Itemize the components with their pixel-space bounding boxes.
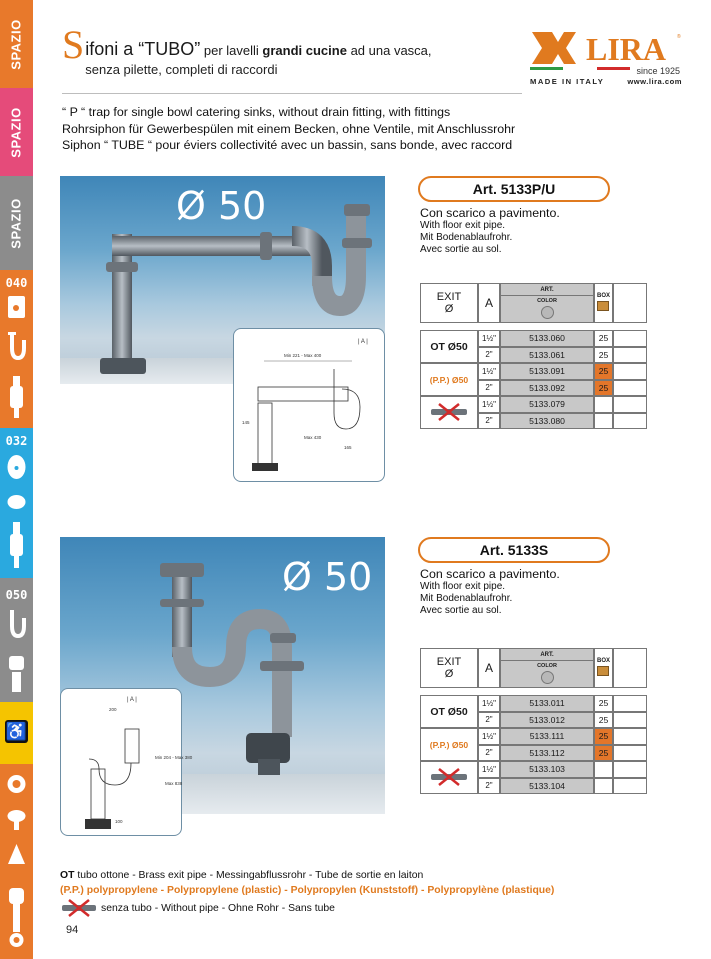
svg-text:Max 430: Max 430 xyxy=(304,435,322,440)
logo-url[interactable]: www.lira.com xyxy=(627,77,682,86)
drain-icon xyxy=(6,492,27,512)
row-box-qty: 25 xyxy=(598,698,609,709)
table-row-box xyxy=(594,330,613,347)
table-row-code xyxy=(500,347,594,364)
row-article-code: 5133.061 xyxy=(529,349,565,360)
product2-desc-de: Mit Bodenablaufrohr. xyxy=(420,593,513,604)
table-header-exit xyxy=(420,283,478,323)
product2-desc-it: Con scarico a pavimento. xyxy=(420,567,560,581)
row-a-value: 1½" xyxy=(482,333,496,343)
row-box-qty: 25 xyxy=(598,731,609,742)
bottle-trap-icon xyxy=(6,374,27,420)
side-tab-spazio-label-2: SPAZIO xyxy=(9,106,24,158)
row-box-qty: 25 xyxy=(598,366,609,377)
table-row-blank xyxy=(613,363,647,380)
table-header-box xyxy=(594,648,613,688)
header-a: A xyxy=(484,296,493,310)
row-article-code: 5133.104 xyxy=(529,780,565,791)
logo-since: since 1925 xyxy=(636,66,680,76)
lira-logo-mark xyxy=(530,30,680,66)
table-header-blank xyxy=(613,283,647,323)
color-swatch-icon xyxy=(541,306,554,319)
table-row-box xyxy=(594,761,613,778)
table-row-box xyxy=(594,745,613,762)
side-tab-050-label: 050 xyxy=(5,588,28,602)
product2-drawing-svg xyxy=(61,689,193,835)
table-row-code xyxy=(500,695,594,712)
table-row-a xyxy=(478,363,500,380)
header-divider xyxy=(62,93,522,94)
row-a-value: 1½" xyxy=(482,698,496,708)
table-row-box xyxy=(594,347,613,364)
trap-icon xyxy=(6,652,27,696)
side-tab-spazio-label-1: SPAZIO xyxy=(9,18,24,70)
product2-desc-en: With floor exit pipe. xyxy=(420,581,506,592)
table-row-blank xyxy=(613,380,647,397)
table-row-code xyxy=(500,712,594,729)
lira-logo xyxy=(530,30,682,90)
row-article-code: 5133.112 xyxy=(529,747,565,758)
group-pp-label: (P.P.) Ø50 xyxy=(429,374,469,385)
svg-text:200: 200 xyxy=(109,707,117,712)
header-exit: EXIT xyxy=(436,656,462,668)
row-a-value: 2" xyxy=(485,715,493,725)
table-row-a xyxy=(478,413,500,430)
svg-text:Max 838: Max 838 xyxy=(165,781,183,786)
title-suffix-pre: per lavelli xyxy=(200,43,263,58)
row-a-value: 1½" xyxy=(482,366,496,376)
group-pp-label: (P.P.) Ø50 xyxy=(429,739,469,750)
side-tab-strip xyxy=(0,0,33,959)
siphon-icon xyxy=(6,330,27,366)
product1-desc-fr: Avec sortie au sol. xyxy=(420,244,502,255)
group-no-pipe xyxy=(420,396,478,429)
row-a-value: 2" xyxy=(485,781,493,791)
table-row-blank xyxy=(613,413,647,430)
table-row-box xyxy=(594,728,613,745)
wheelchair-icon: ♿ xyxy=(5,722,28,741)
table-row-box xyxy=(594,363,613,380)
product1-desc-en: With floor exit pipe. xyxy=(420,220,506,231)
table-row-a xyxy=(478,396,500,413)
product2-article-badge: Art. 5133S xyxy=(418,537,610,563)
row-a-value: 2" xyxy=(485,416,493,426)
row-a-value: 1½" xyxy=(482,399,496,409)
row-box-qty: 25 xyxy=(598,349,609,360)
row-article-code: 5133.079 xyxy=(529,399,565,410)
row-a-value: 1½" xyxy=(482,731,496,741)
group-no-pipe xyxy=(420,761,478,794)
table-row-code xyxy=(500,778,594,795)
side-tab-spazio-label-3: SPAZIO xyxy=(9,197,24,249)
row-box-qty: 25 xyxy=(598,747,609,758)
header-exit-diameter: Ø xyxy=(444,668,454,680)
product1-technical-drawing xyxy=(233,328,385,482)
group-pp xyxy=(420,728,478,761)
side-tab-040-label: 040 xyxy=(5,276,28,290)
row-article-code: 5133.103 xyxy=(529,764,565,775)
group-ot-label: OT Ø50 xyxy=(430,705,468,718)
header-art: ART. xyxy=(501,284,593,296)
header-box: BOX xyxy=(596,293,610,299)
row-box-qty: 25 xyxy=(598,333,609,344)
product2-technical-drawing xyxy=(60,688,193,836)
table-header-box xyxy=(594,283,613,323)
made-in-italy: MADE IN ITALY xyxy=(530,77,605,86)
svg-text:| A |: | A | xyxy=(127,697,137,703)
header-art: ART. xyxy=(501,649,593,661)
title-bold-text: grandi cucine xyxy=(262,43,347,58)
product1-description xyxy=(420,207,560,256)
table-row-code xyxy=(500,413,594,430)
table-row-blank xyxy=(613,396,647,413)
legend xyxy=(60,868,620,917)
title-subtitle: senza pilette, completi di raccordi xyxy=(85,62,278,77)
table-row-box xyxy=(594,778,613,795)
no-pipe-icon xyxy=(429,403,469,423)
table-row-code xyxy=(500,745,594,762)
row-a-value: 1½" xyxy=(482,764,496,774)
table-row-box xyxy=(594,712,613,729)
table-row-code xyxy=(500,363,594,380)
row-article-code: 5133.080 xyxy=(529,415,565,426)
table-row-a xyxy=(478,745,500,762)
title-drop-cap: S xyxy=(62,22,85,67)
row-article-code: 5133.111 xyxy=(529,731,565,742)
table-row-blank xyxy=(613,761,647,778)
table-row-blank xyxy=(613,745,647,762)
legend-no-pipe: senza tubo - Without pipe - Ohne Rohr - Sans tube xyxy=(60,899,620,917)
svg-text:Min 204 - Max 380: Min 204 - Max 380 xyxy=(155,755,193,760)
page-title xyxy=(62,22,492,77)
row-article-code: 5133.092 xyxy=(529,382,565,393)
row-article-code: 5133.091 xyxy=(529,366,565,377)
side-tab-032-label: 032 xyxy=(5,434,28,448)
product2-diameter: Ø 50 xyxy=(282,555,373,599)
header-color: COLOR xyxy=(537,298,557,304)
product1-desc-it: Con scarico a pavimento. xyxy=(420,206,560,220)
intro-de: Rohrsiphon für Gewerbespülen mit einem Becken, ohne Ventile, mit Anschlussrohr xyxy=(62,121,516,136)
table-row-a xyxy=(478,728,500,745)
table-row-box xyxy=(594,413,613,430)
italian-flag-stripe xyxy=(530,67,630,70)
table-row-blank xyxy=(613,347,647,364)
box-icon xyxy=(597,301,609,311)
table-row-a xyxy=(478,347,500,364)
table-row-blank xyxy=(613,728,647,745)
title-main-text: ifoni a “TUBO” xyxy=(85,39,201,59)
table-row-blank xyxy=(613,330,647,347)
waste-icon xyxy=(6,806,27,834)
row-box-qty: 25 xyxy=(598,382,609,393)
svg-text:| A |: | A | xyxy=(358,339,368,345)
svg-text:165: 165 xyxy=(344,445,352,450)
intro-en: “ P “ trap for single bowl catering sinks, without drain fitting, with fittings xyxy=(62,105,451,119)
group-ot-label: OT Ø50 xyxy=(430,340,468,353)
table-row-a xyxy=(478,761,500,778)
no-pipe-icon xyxy=(60,899,98,917)
logo-brand-text: LIRA xyxy=(585,31,667,67)
table-row-a xyxy=(478,712,500,729)
row-a-value: 2" xyxy=(485,748,493,758)
row-a-value: 2" xyxy=(485,383,493,393)
product1-drawing-svg xyxy=(234,329,384,481)
row-a-value: 2" xyxy=(485,350,493,360)
table-row-a xyxy=(478,778,500,795)
header-exit-diameter: Ø xyxy=(444,303,454,315)
table-row-box xyxy=(594,695,613,712)
legend-pp: (P.P.) polypropylene - Polypropylene (plastic) - Polypropylen (Kunststoff) - Polypropylène (plastique) xyxy=(60,885,555,896)
siphon-icon-2 xyxy=(6,608,27,644)
logo-made-in xyxy=(530,77,682,86)
color-swatch-icon xyxy=(541,671,554,684)
table-header-a xyxy=(478,648,500,688)
table-header-art xyxy=(500,283,594,323)
table-row-code xyxy=(500,761,594,778)
group-ot xyxy=(420,695,478,728)
product1-diameter: Ø 50 xyxy=(176,184,267,228)
table-header-blank xyxy=(613,648,647,688)
legend-ot: OT tubo ottone - Brass exit pipe - Messingabflussrohr - Tube de sortie en laiton xyxy=(60,870,424,881)
table-header-exit xyxy=(420,648,478,688)
table-row-blank xyxy=(613,712,647,729)
product1-desc-de: Mit Bodenablaufrohr. xyxy=(420,232,513,243)
header-a: A xyxy=(484,661,493,675)
table-row-blank xyxy=(613,778,647,795)
row-article-code: 5133.012 xyxy=(529,714,565,725)
page-number: 94 xyxy=(66,924,79,936)
table-row-box xyxy=(594,396,613,413)
svg-text:100: 100 xyxy=(115,819,123,824)
product2-desc-fr: Avec sortie au sol. xyxy=(420,605,502,616)
row-box-qty: 25 xyxy=(598,714,609,725)
table-row-code xyxy=(500,380,594,397)
table-row-code xyxy=(500,330,594,347)
sink-icon xyxy=(6,294,27,320)
box-icon xyxy=(597,666,609,676)
row-article-code: 5133.011 xyxy=(529,698,565,709)
pipe-fitting-icon xyxy=(6,884,27,950)
table-row-blank xyxy=(613,695,647,712)
table-row-code xyxy=(500,728,594,745)
svg-text:145: 145 xyxy=(242,420,250,425)
no-pipe-icon xyxy=(429,768,469,788)
svg-text:®: ® xyxy=(677,34,681,40)
group-ot xyxy=(420,330,478,363)
table-row-a xyxy=(478,330,500,347)
intro-translations xyxy=(62,104,582,154)
table-row-box xyxy=(594,380,613,397)
table-row-a xyxy=(478,380,500,397)
bottle-trap-icon-2 xyxy=(6,520,27,570)
product1-article-badge: Art. 5133P/U xyxy=(418,176,610,202)
table-row-a xyxy=(478,695,500,712)
table-header-art xyxy=(500,648,594,688)
svg-text:Min 221 - Max 400: Min 221 - Max 400 xyxy=(284,353,322,358)
header-color: COLOR xyxy=(537,663,557,669)
table-row-code xyxy=(500,396,594,413)
title-suffix-post: ad una vasca, xyxy=(346,43,432,58)
intro-fr: Siphon “ TUBE “ pour éviers collectivité avec un bassin, sans bonde, avec raccord xyxy=(62,138,513,152)
strainer-icon xyxy=(6,772,27,800)
header-box: BOX xyxy=(596,658,610,664)
cone-icon xyxy=(6,842,27,868)
group-pp xyxy=(420,363,478,396)
product2-description xyxy=(420,568,560,617)
header-exit: EXIT xyxy=(436,291,462,303)
washbasin-icon xyxy=(6,452,27,482)
row-article-code: 5133.060 xyxy=(529,333,565,344)
table-header-a xyxy=(478,283,500,323)
